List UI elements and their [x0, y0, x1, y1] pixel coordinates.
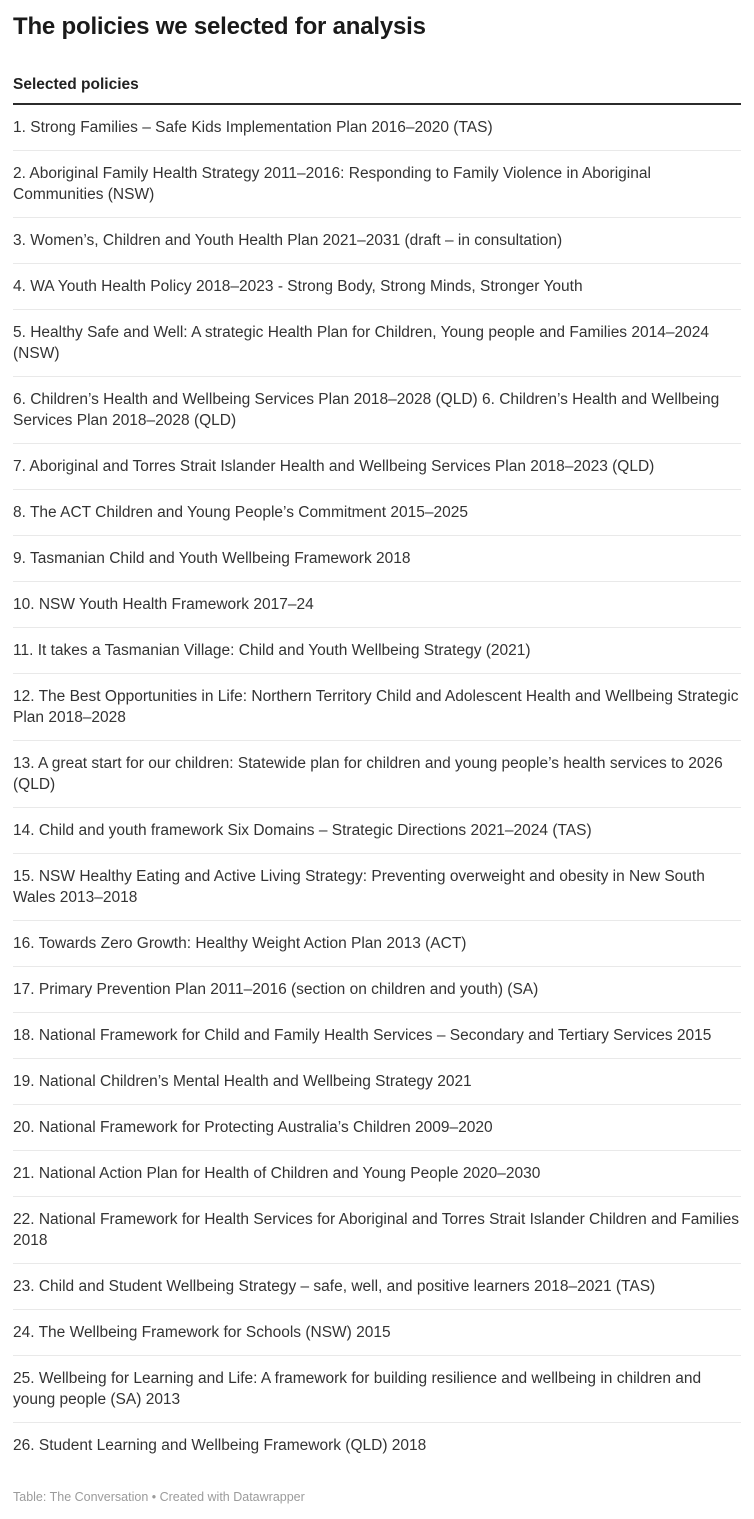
policies-table: [13, 76, 741, 1468]
table-row: 17. Primary Prevention Plan 2011–2016 (section on children and youth) (SA): [13, 967, 741, 1013]
table-row: 12. The Best Opportunities in Life: Northern Territory Child and Adolescent Health and Wellbeing Strategic Plan 2018–2028: [13, 674, 741, 741]
table-row: 5. Healthy Safe and Well: A strategic Health Plan for Children, Young people and Families 2014–2024 (NSW): [13, 310, 741, 377]
table-row: 20. National Framework for Protecting Australia’s Children 2009–2020: [13, 1105, 741, 1151]
table-row: 24. The Wellbeing Framework for Schools (NSW) 2015: [13, 1310, 741, 1356]
table-row: 4. WA Youth Health Policy 2018–2023 - Strong Body, Strong Minds, Stronger Youth: [13, 264, 741, 310]
table-row: 1. Strong Families – Safe Kids Implementation Plan 2016–2020 (TAS): [13, 105, 741, 151]
table-row: 2. Aboriginal Family Health Strategy 2011–2016: Responding to Family Violence in Aboriginal Communities (NSW): [13, 151, 741, 218]
table-row: 10. NSW Youth Health Framework 2017–24: [13, 582, 741, 628]
table-row: 16. Towards Zero Growth: Healthy Weight Action Plan 2013 (ACT): [13, 921, 741, 967]
table-row: 8. The ACT Children and Young People’s Commitment 2015–2025: [13, 490, 741, 536]
table-row: 13. A great start for our children: Statewide plan for children and young people’s health services to 2026 (QLD): [13, 741, 741, 808]
table-row: 18. National Framework for Child and Family Health Services – Secondary and Tertiary Services 2015: [13, 1013, 741, 1059]
table-row: 21. National Action Plan for Health of Children and Young People 2020–2030: [13, 1151, 741, 1197]
datawrapper-credit-link[interactable]: Datawrapper: [233, 1490, 305, 1504]
table-row: 3. Women’s, Children and Youth Health Plan 2021–2031 (draft – in consultation): [13, 218, 741, 264]
table-row: 26. Student Learning and Wellbeing Framework (QLD) 2018: [13, 1437, 427, 1454]
table-row: 7. Aboriginal and Torres Strait Islander Health and Wellbeing Services Plan 2018–2023 (QLD): [13, 444, 741, 490]
footer-credit-text: Table: The Conversation • Created with: [13, 1490, 234, 1504]
table-row: 22. National Framework for Health Services for Aboriginal and Torres Strait Islander Children and Families 2018: [13, 1197, 741, 1264]
page-title: The policies we selected for analysis: [13, 13, 426, 40]
table-row: 23. Child and Student Wellbeing Strategy – safe, well, and positive learners 2018–2021 (TAS): [13, 1264, 741, 1310]
table-row: 9. Tasmanian Child and Youth Wellbeing Framework 2018: [13, 536, 741, 582]
table-row: 19. National Children’s Mental Health and Wellbeing Strategy 2021: [13, 1059, 741, 1105]
footer-credit: [13, 1490, 741, 1519]
table-row: 15. NSW Healthy Eating and Active Living Strategy: Preventing overweight and obesity in New South Wales 2013–2018: [13, 854, 741, 921]
table-row: 14. Child and youth framework Six Domains – Strategic Directions 2021–2024 (TAS): [13, 808, 741, 854]
column-header-selected-policies: Selected policies: [13, 76, 741, 105]
table-row: 6. Children’s Health and Wellbeing Services Plan 2018–2028 (QLD) 6. Children’s Health and Wellbeing Services Plan 2018–2028 (QLD): [13, 377, 741, 444]
table-row: 11. It takes a Tasmanian Village: Child and Youth Wellbeing Strategy (2021): [13, 628, 741, 674]
table-row: 25. Wellbeing for Learning and Life: A framework for building resilience and wellbeing in children and young people (SA) 2013: [13, 1356, 741, 1423]
